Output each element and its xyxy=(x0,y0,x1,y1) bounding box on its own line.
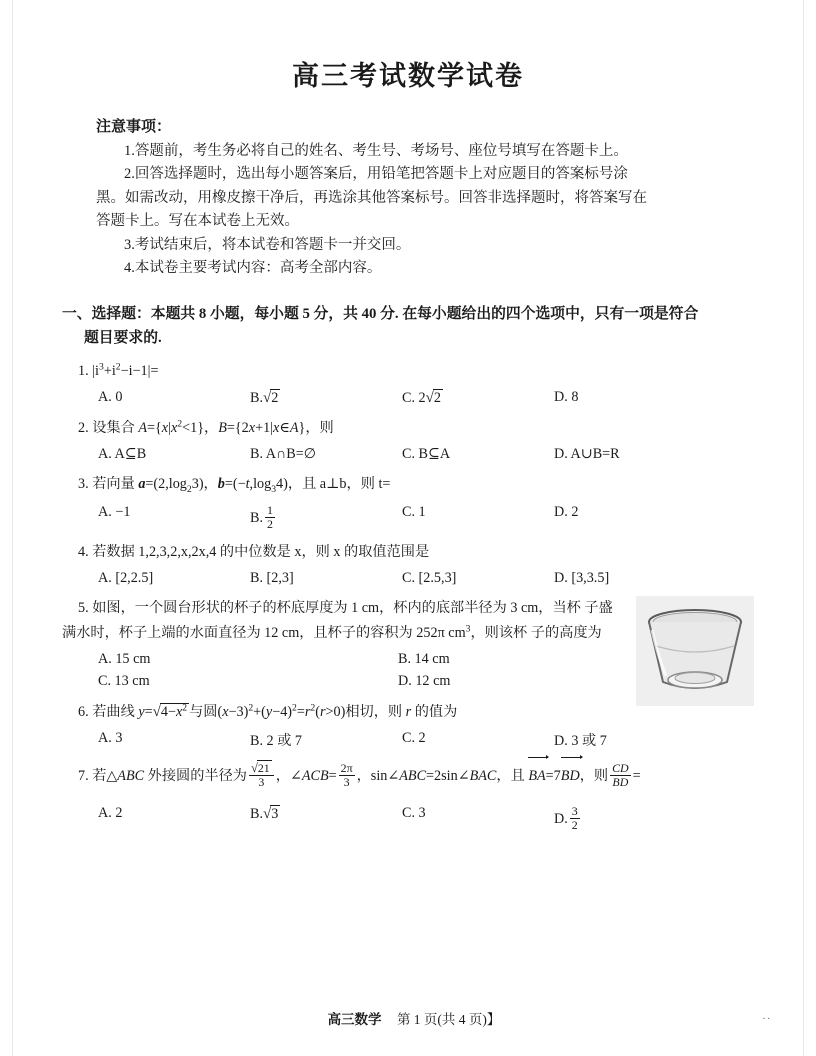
option-b[interactable]: B. 2 或 7 xyxy=(250,732,303,749)
option-d[interactable]: D. 2 xyxy=(554,503,579,520)
question-4-stem: 若数据 1,2,3,2,x,2x,4 的中位数是 x，则 x 的取值范围是 xyxy=(92,544,430,561)
cup-figure xyxy=(636,596,754,706)
option-c[interactable]: C. 3 xyxy=(402,805,426,822)
option-b[interactable]: B. $\frac{1}{2}$ xyxy=(250,502,273,531)
notice-item: 答题卡上。写在本试卷上无效。 xyxy=(96,213,299,230)
option-a[interactable]: A. 2 xyxy=(98,805,123,822)
option-a[interactable]: A. 3 xyxy=(98,729,123,746)
question-3-stem: 若向量 $a=(2,\log_23)$，$b=(-t,\log_34)$，且 a⊥b，则 t= xyxy=(92,475,391,495)
option-c[interactable]: C. 2 xyxy=(402,729,426,746)
option-c[interactable]: C. [2.5,3] xyxy=(402,570,457,587)
question-6-stem: 若曲线 $y=√4-x^2$ 与圆$(x-3)^2+(y-4)^2=r^2(r>0)$相切，则 r 的值为 xyxy=(92,702,458,720)
question-2-stem: 设集合 $A=\{x|x^2<1\}$，B={2x+1|x∈A}，则 xyxy=(92,418,334,437)
option-b[interactable]: B. 14 cm xyxy=(398,650,450,667)
question-5-stem-line1: 如图，一个圆台形状的杯子的杯底厚度为 1 cm，杯内的底部半径为 3 cm，当杯 xyxy=(92,600,581,617)
question-number: 1. xyxy=(78,363,89,380)
option-a[interactable]: A. 0 xyxy=(98,389,123,406)
option-b[interactable]: B. A∩B=∅ xyxy=(250,445,317,462)
option-b[interactable]: B.√3 xyxy=(250,806,279,823)
question-3 xyxy=(62,472,754,499)
notice-item: 2.回答选择题时，选出每小题答案后，用铅笔把答题卡上对应题目的答案标号涂 xyxy=(124,166,628,183)
option-c[interactable]: C. 13 cm xyxy=(98,672,150,689)
question-2-options xyxy=(98,446,754,463)
question-7-stem: 若△ABC 外接圆的半径为 $\frac{√21}{3}$ ，∠ACB= $\frac{2\pi}{3}$ ，sin∠ABC=2sin∠BAC，且 BA=7BD，则 $\frac{CD}{BD}$ = xyxy=(92,768,640,784)
notice-item: 3.考试结束后，将本试卷和答题卡一并交回。 xyxy=(124,236,411,253)
footer-page-number: 第 1 页(共 4 页)】 xyxy=(396,1012,501,1027)
option-d[interactable]: D. 12 cm xyxy=(398,672,451,689)
option-a[interactable]: A. 15 cm xyxy=(98,650,151,667)
question-number: 3. xyxy=(78,475,89,492)
question-4-options xyxy=(98,570,754,587)
notice-heading: 注意事项： xyxy=(96,119,172,135)
option-a[interactable]: A. −1 xyxy=(98,503,131,520)
footer-logo: 高三数学 xyxy=(316,1006,394,1030)
option-b[interactable]: B.√2 xyxy=(250,390,279,407)
question-5 xyxy=(62,596,754,646)
question-5-stem-line2: 子盛满水时，杯子上端的水面直径为 12 cm，且杯子的容积为 252π $cm^3$，则该杯 xyxy=(62,600,613,642)
option-a[interactable]: A. [2,2.5] xyxy=(98,570,154,587)
question-3-options xyxy=(98,504,754,532)
question-number: 7. xyxy=(78,767,89,784)
page-footer xyxy=(0,1006,816,1030)
notice-item: 黑。如需改动，用橡皮擦干净后，再选涂其他答案标号。回答非选择题时，将答案写在 xyxy=(96,189,647,206)
notice-item: 4.本试卷主要考试内容：高考全部内容。 xyxy=(124,260,382,277)
question-number: 5. xyxy=(78,600,89,617)
option-c[interactable]: C. 1 xyxy=(402,503,426,520)
option-c[interactable]: C. 2√2 xyxy=(402,390,441,407)
option-d[interactable]: D. [3,3.5] xyxy=(554,570,610,587)
option-c[interactable]: C. B⊆A xyxy=(402,445,451,462)
question-1-stem: $|i^3+i^2-i-1|=$ xyxy=(92,361,159,380)
option-d[interactable]: D. 8 xyxy=(554,389,579,406)
page-edge-right xyxy=(803,0,804,1056)
option-d[interactable]: D. $\frac{3}{2}$ xyxy=(554,804,578,833)
question-1 xyxy=(62,359,754,384)
question-5-stem-line3: 子的高度为 xyxy=(530,625,602,642)
section-heading: 一、选择题：本题共 8 小题，每小题 5 分，共 40 分. 在每小题给出的四个选项中，只有一项是符合 xyxy=(62,305,699,322)
question-number: 4. xyxy=(78,544,89,561)
question-number: 2. xyxy=(78,420,89,437)
option-d[interactable]: D. 3 或 7 xyxy=(554,732,607,749)
page-edge-left xyxy=(12,0,13,1056)
option-b[interactable]: B. [2,3] xyxy=(250,570,294,587)
footer-corner-dots: .. xyxy=(762,1010,772,1022)
question-4 xyxy=(62,540,754,565)
question-2 xyxy=(62,416,754,441)
question-6 xyxy=(62,699,754,725)
question-1-options xyxy=(98,389,754,407)
notice-item: 1.答题前，考生务必将自己的姓名、考生号、考场号、座位号填写在答题卡上。 xyxy=(124,143,628,159)
option-d[interactable]: D. A∪B=R xyxy=(554,445,620,462)
page-title: 高三考试数学试卷 xyxy=(292,61,524,91)
question-7-options xyxy=(98,805,754,833)
question-7 xyxy=(62,759,754,793)
question-number: 6. xyxy=(78,703,89,720)
option-a[interactable]: A. A⊆B xyxy=(98,445,147,462)
section-heading-cont: 题目要求的. xyxy=(84,329,162,346)
question-6-options xyxy=(98,730,754,750)
